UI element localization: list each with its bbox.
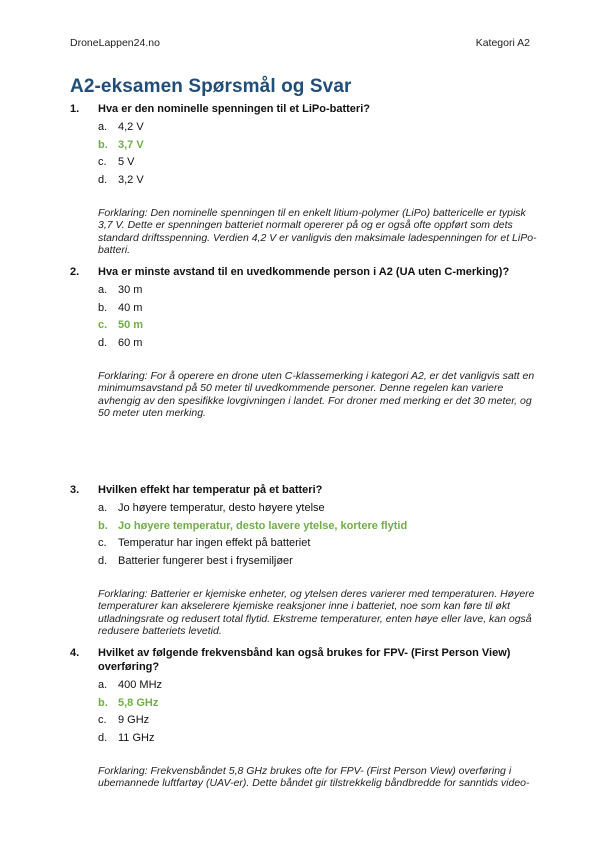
option-letter: c. — [98, 319, 108, 331]
option-letter: a. — [98, 284, 108, 296]
option-c-correct — [98, 317, 540, 335]
option-text: Jo høyere temperatur, desto høyere ytelse — [118, 502, 325, 514]
option-letter: b. — [98, 519, 108, 532]
option-letter: c. — [98, 714, 107, 726]
explanation: Forklaring: Batterier er kjemiske enheter, og ytelsen deres varierer med temperaturen. Høyere temperaturer kan akselerere kjemiske reaksjoner inne i batteriet, noe som kan føre til økt utladningsrate og redusert total flytid. Ekstreme temperaturer, enten høye eller lave, kan også redusere batteriets levetid. — [98, 588, 535, 638]
question-3 — [70, 483, 540, 638]
option-d — [98, 172, 540, 190]
question-1 — [70, 102, 540, 257]
option-text: 5,8 GHz — [118, 696, 159, 709]
option-letter: a. — [98, 679, 108, 691]
option-letter: a. — [98, 121, 108, 133]
option-b-correct — [98, 137, 540, 155]
option-letter: c. — [98, 156, 107, 168]
question-text: Hvilken effekt har temperatur på et batteri? — [98, 484, 323, 496]
option-a — [98, 119, 540, 137]
option-text: 3,2 V — [118, 173, 144, 186]
option-letter: d. — [98, 173, 108, 186]
header-site-name: DroneLappen24.no — [70, 37, 160, 49]
option-letter: c. — [98, 537, 107, 549]
header-category: Kategori A2 — [475, 37, 530, 49]
option-letter: b. — [98, 696, 108, 709]
option-text: 60 m — [118, 336, 143, 349]
answer-options — [98, 500, 540, 570]
option-text: 30 m — [118, 284, 143, 296]
option-letter: d. — [98, 554, 108, 567]
option-text: 3,7 V — [118, 138, 144, 151]
option-letter: d. — [98, 336, 108, 349]
page-title: A2-eksamen Spørsmål og Svar — [70, 76, 352, 97]
answer-options — [98, 677, 540, 747]
question-text: Hva er den nominelle spenningen til et LiPo-batteri? — [98, 103, 370, 115]
explanation: Forklaring: Den nominelle spenningen til en enkelt litium-polymer (LiPo) battericelle er typisk 3,7 V. Dette er spenningen batteriet normalt opererer på og er også ofte oppført som dets standard driftsspenning. Verdien 4,2 V er vanligvis den maksimale ladespenningen for et LiPo-batteri. — [98, 207, 537, 257]
question-number: 2. — [70, 266, 80, 278]
question-number: 3. — [70, 484, 80, 496]
option-text: 40 m — [118, 301, 143, 314]
option-c — [98, 712, 540, 730]
option-d — [98, 335, 540, 353]
option-b-correct — [98, 518, 540, 536]
option-letter: d. — [98, 731, 108, 744]
option-text: Batterier fungerer best i frysemiljøer — [118, 554, 293, 567]
explanation: Forklaring: For å operere en drone uten C-klassemerking i kategori A2, er det vanligvis satt en minimumsavstand på 50 meter til uvedkommende personer. Denne regelen kan variere avhengig av den spesifikke lovgivningen i landet. For droner med merking er det 30 meter, og 50 meter uten merking. — [98, 370, 535, 420]
option-c — [98, 154, 540, 172]
question-2 — [70, 265, 540, 420]
explanation: Forklaring: Frekvensbåndet 5,8 GHz brukes ofte for FPV- (First Person View) overføring i ubemannede luftfartøy (UAV-er). Dette båndet gir tilstrekkelig båndbredde for sanntids video- — [98, 765, 530, 790]
question-number: 1. — [70, 103, 80, 115]
question-text: Hvilket av følgende frekvensbånd kan også brukes for FPV- (First Person View) overføring? — [98, 647, 511, 673]
question-text: Hva er minste avstand til en uvedkommende person i A2 (UA uten C-merking)? — [98, 266, 510, 278]
option-d — [98, 553, 540, 571]
question-number: 4. — [70, 647, 80, 659]
option-b-correct — [98, 695, 540, 713]
option-text: 5 V — [118, 156, 135, 168]
option-c — [98, 535, 540, 553]
option-text: 400 MHz — [118, 679, 163, 691]
option-letter: b. — [98, 301, 108, 314]
option-letter: a. — [98, 502, 108, 514]
option-text: Jo høyere temperatur, desto lavere ytelse, kortere flytid — [118, 519, 408, 532]
option-a — [98, 677, 540, 695]
option-text: 9 GHz — [118, 714, 150, 726]
answer-options — [98, 119, 540, 189]
question-4 — [70, 646, 540, 790]
option-text: 4,2 V — [118, 121, 144, 133]
option-letter: b. — [98, 138, 108, 151]
option-text: Temperatur har ingen effekt på batteriet — [118, 537, 311, 549]
option-b — [98, 300, 540, 318]
answer-options — [98, 282, 540, 352]
option-d — [98, 730, 540, 748]
option-a — [98, 500, 540, 518]
option-a — [98, 282, 540, 300]
option-text: 11 GHz — [118, 731, 155, 744]
option-text: 50 m — [118, 319, 144, 331]
